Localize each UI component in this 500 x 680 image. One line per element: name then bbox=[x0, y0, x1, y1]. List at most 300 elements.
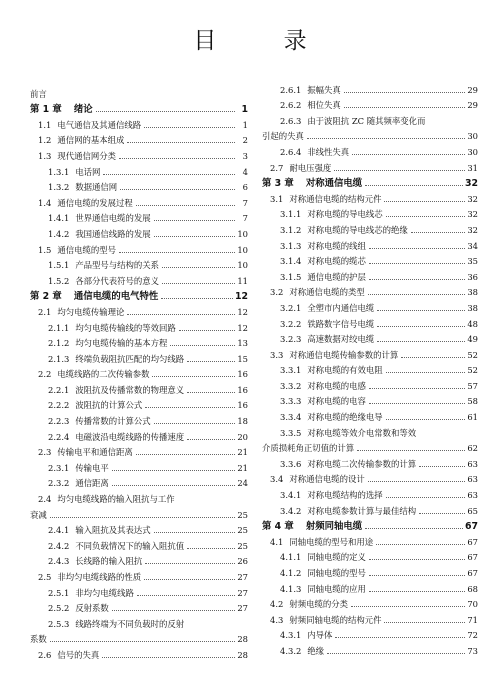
toc-entry bbox=[30, 178, 248, 194]
toc-entry bbox=[262, 376, 478, 392]
toc-dot-leader bbox=[344, 107, 465, 108]
toc-entry-title: 射频同轴电缆的结构元件 bbox=[289, 614, 382, 625]
toc-entry-number: 2.4.3 bbox=[48, 556, 70, 567]
toc-entry-number: 1.3.2 bbox=[48, 182, 70, 193]
toc-entry bbox=[262, 236, 478, 252]
toc-entry-title: 非线性失真 bbox=[307, 146, 350, 157]
toc-dot-leader bbox=[377, 326, 465, 327]
toc-entry bbox=[262, 127, 478, 143]
toc-dot-leader bbox=[377, 341, 465, 342]
toc-entry-title: 对称电缆等效介电常数和等效 bbox=[307, 427, 417, 438]
toc-entry bbox=[30, 380, 248, 396]
toc-entry-title: 我国通信线路的发展 bbox=[75, 228, 151, 239]
toc-entry-number: 第 4 章 bbox=[262, 521, 294, 533]
toc-dot-leader bbox=[162, 283, 235, 284]
toc-entry-number: 3.2.2 bbox=[280, 318, 302, 329]
toc-dot-leader bbox=[386, 497, 465, 498]
toc-dot-leader bbox=[335, 637, 465, 638]
toc-entry-number: 2.6.2 bbox=[280, 100, 302, 111]
toc-entry bbox=[30, 630, 248, 646]
toc-entry bbox=[262, 392, 478, 408]
toc-dot-leader bbox=[102, 657, 235, 658]
toc-entry bbox=[262, 252, 478, 268]
toc-dot-leader bbox=[144, 127, 235, 128]
toc-entry bbox=[30, 334, 248, 350]
toc-entry bbox=[30, 224, 248, 240]
toc-page-number: 6 bbox=[242, 182, 248, 193]
toc-entry bbox=[30, 552, 248, 568]
toc-entry bbox=[30, 599, 248, 615]
toc-dot-leader bbox=[369, 248, 465, 249]
toc-entry-title: 对称通信电缆传输参数的计算 bbox=[289, 349, 399, 360]
toc-dot-leader bbox=[112, 470, 235, 471]
toc-entry-number: 1.2 bbox=[38, 135, 52, 146]
toc-dot-leader bbox=[369, 279, 465, 280]
toc-page-number: 52 bbox=[467, 365, 478, 376]
toc-entry-number: 3.1.5 bbox=[280, 271, 302, 282]
toc-entry-title: 同轴电缆的应用 bbox=[307, 583, 366, 594]
toc-dot-leader bbox=[384, 201, 465, 202]
toc-entry bbox=[30, 505, 248, 521]
toc-entry bbox=[30, 146, 248, 162]
toc-page-number: 26 bbox=[237, 556, 248, 567]
toc-page-number: 36 bbox=[467, 271, 478, 282]
toc-entry-title: 电磁波沿电缆线路的传播速度 bbox=[75, 431, 185, 442]
toc-entry-number: 4.1.3 bbox=[280, 583, 302, 594]
toc-entry bbox=[262, 80, 478, 96]
toc-page-number: 7 bbox=[242, 213, 248, 224]
toc-page-number: 34 bbox=[467, 240, 478, 251]
toc-entry bbox=[262, 548, 478, 564]
toc-entry bbox=[30, 240, 248, 256]
toc-entry bbox=[30, 583, 248, 599]
toc-entry-title: 通信电缆的护层 bbox=[307, 271, 366, 282]
toc-page-number: 48 bbox=[467, 318, 478, 329]
toc-page-number: 12 bbox=[237, 322, 248, 333]
toc-entry bbox=[30, 115, 248, 131]
toc-entry-title: 对称电缆的绝缘电导 bbox=[307, 412, 383, 423]
toc-entry-title: 绪论 bbox=[73, 104, 93, 116]
toc-entry bbox=[262, 610, 478, 626]
toc-entry-number: 4.2 bbox=[270, 599, 284, 610]
toc-entry bbox=[30, 162, 248, 178]
toc-entry-number: 3.2 bbox=[270, 287, 284, 298]
toc-entry bbox=[30, 318, 248, 334]
toc-entry-title: 对称电缆参数计算与最佳结构 bbox=[307, 505, 417, 516]
toc-entry-title: 同轴电缆的定义 bbox=[307, 552, 366, 563]
toc-page-number: 21 bbox=[237, 447, 248, 458]
toc-entry-title: 终端负载阻抗匹配的均匀线路 bbox=[75, 353, 185, 364]
toc-page-number: 63 bbox=[467, 490, 478, 501]
toc-dot-leader bbox=[103, 174, 235, 175]
toc-entry-number: 1.5 bbox=[38, 244, 52, 255]
toc-dot-leader bbox=[112, 610, 235, 611]
toc-page-number: 68 bbox=[467, 583, 478, 594]
toc-entry-title: 绝缘 bbox=[307, 645, 325, 656]
toc-entry-title: 世界通信电缆的发展 bbox=[75, 213, 151, 224]
toc-entry-title: 相位失真 bbox=[307, 100, 341, 111]
toc-entry-number: 2.4.1 bbox=[48, 525, 70, 536]
toc-entry bbox=[30, 567, 248, 583]
toc-page-number: 67 bbox=[467, 552, 478, 563]
toc-entry-title: 对称电缆的线组 bbox=[307, 240, 366, 251]
toc-entry bbox=[30, 474, 248, 490]
toc-entry bbox=[262, 563, 478, 579]
toc-page-number: 27 bbox=[237, 572, 248, 582]
toc-dot-leader bbox=[352, 154, 465, 155]
toc-entry-number: 3.2.1 bbox=[280, 302, 302, 313]
toc-entry-number: 3.1 bbox=[270, 193, 284, 204]
toc-entry-number: 2.2.4 bbox=[48, 431, 70, 442]
toc-dot-leader bbox=[384, 622, 465, 623]
toc-page-number: 18 bbox=[237, 416, 248, 427]
toc-entry-number: 1.3 bbox=[38, 150, 52, 161]
toc-page-number: 72 bbox=[467, 630, 478, 641]
toc-entry bbox=[30, 396, 248, 412]
toc-entry-number: 2.1.3 bbox=[48, 353, 70, 364]
toc-entry bbox=[262, 361, 478, 377]
toc-entry-number: 3.1.3 bbox=[280, 240, 302, 251]
toc-entry-number: 2.5.3 bbox=[48, 618, 70, 629]
toc-dot-leader bbox=[145, 563, 235, 564]
toc-dot-leader bbox=[386, 419, 465, 420]
toc-dot-leader bbox=[411, 232, 465, 233]
toc-entry-title: 对称电缆的电容 bbox=[307, 396, 366, 407]
toc-entry-title: 通信电缆的型号 bbox=[57, 244, 116, 255]
toc-entry-number: 2.2.3 bbox=[48, 416, 70, 427]
toc-entry-number: 2.3.1 bbox=[48, 462, 70, 473]
toc-page-number: 10 bbox=[237, 260, 248, 271]
toc-entry-title: 通信距离 bbox=[75, 478, 109, 489]
toc-entry-title: 波阻抗的计算公式 bbox=[75, 400, 143, 411]
toc-entry bbox=[262, 330, 478, 346]
toc-page-number: 1 bbox=[241, 104, 248, 116]
toc-dot-leader bbox=[369, 575, 465, 576]
toc-dot-leader bbox=[369, 388, 465, 389]
toc-page-number: 62 bbox=[467, 443, 478, 454]
toc-dot-leader bbox=[162, 267, 235, 268]
toc-page-number: 27 bbox=[237, 603, 248, 614]
toc-entry-title: 对称电缆二次传输参数的计算 bbox=[307, 458, 417, 469]
toc-entry-number: 第 2 章 bbox=[30, 291, 62, 303]
toc-dot-leader bbox=[170, 345, 235, 346]
toc-entry-title: 传播常数的计算公式 bbox=[75, 416, 151, 427]
toc-entry-number: 4.3.2 bbox=[280, 645, 302, 656]
toc-entry bbox=[30, 84, 248, 100]
toc-entry-number: 1.3.1 bbox=[48, 166, 70, 177]
toc-entry-number: 4.3 bbox=[270, 614, 284, 625]
toc-page-number: 67 bbox=[467, 536, 478, 547]
toc-entry-title: 对称通信电缆的结构元件 bbox=[289, 193, 382, 204]
toc-dot-leader bbox=[376, 544, 465, 545]
toc-entry-title: 均匀电缆传输线的等效回路 bbox=[75, 322, 176, 333]
toc-entry bbox=[262, 220, 478, 236]
toc-page-number: 38 bbox=[467, 302, 478, 313]
toc-entry bbox=[262, 470, 478, 486]
toc-dot-leader bbox=[369, 403, 465, 404]
toc-entry-title: 衰减 bbox=[30, 509, 47, 520]
toc-entry-title: 全塑市内通信电缆 bbox=[307, 302, 375, 313]
toc-dot-leader bbox=[334, 170, 465, 171]
toc-entry-number: 2.3.2 bbox=[48, 478, 70, 489]
page-title: 目 录 bbox=[193, 28, 337, 54]
toc-entry bbox=[262, 595, 478, 611]
toc-chapter-entry bbox=[30, 100, 248, 116]
toc-dot-leader bbox=[136, 205, 235, 206]
toc-entry-number: 2.5.1 bbox=[48, 587, 70, 598]
toc-dot-leader bbox=[369, 591, 465, 592]
toc-page-number: 32 bbox=[467, 193, 478, 204]
toc-entry-number: 3.3.2 bbox=[280, 380, 302, 391]
toc-entry bbox=[262, 439, 478, 455]
toc-entry-number: 2.1.2 bbox=[48, 338, 70, 349]
toc-entry-title: 对称电缆的电感 bbox=[307, 380, 366, 391]
toc-entry bbox=[30, 256, 248, 272]
toc-dot-leader bbox=[351, 606, 465, 607]
toc-page-number: 63 bbox=[467, 458, 478, 469]
toc-page-number: 16 bbox=[237, 400, 248, 411]
toc-entry-title: 均匀电缆传输理论 bbox=[57, 306, 125, 317]
toc-entry-title: 系数 bbox=[30, 634, 47, 645]
toc-page-number: 27 bbox=[237, 587, 248, 598]
toc-entry-title: 同轴电缆的型号 bbox=[307, 568, 366, 578]
toc-dot-leader bbox=[357, 450, 465, 451]
toc-entry-title: 通信网的基本组成 bbox=[57, 135, 125, 146]
toc-entry bbox=[262, 626, 478, 642]
toc-entry-title: 介质损耗角正切值的计算 bbox=[262, 443, 355, 454]
toc-entry-title: 对称电缆结构的选择 bbox=[307, 490, 383, 501]
toc-entry-title: 耐电压强度 bbox=[289, 162, 332, 173]
toc-page-number: 28 bbox=[237, 649, 248, 660]
toc-page-number: 58 bbox=[467, 396, 478, 407]
toc-dot-leader bbox=[161, 298, 233, 299]
toc-entry-title: 对称电缆的缆芯 bbox=[307, 256, 366, 267]
toc-entry-number: 2.2.1 bbox=[48, 384, 70, 395]
toc-entry bbox=[262, 158, 478, 174]
toc-dot-leader bbox=[112, 485, 235, 486]
toc-page-number: 49 bbox=[467, 334, 478, 345]
toc-page-number: 31 bbox=[467, 162, 478, 173]
toc-dot-leader bbox=[145, 407, 235, 408]
toc-entry-title: 铁路数字信号电缆 bbox=[307, 318, 375, 329]
toc-entry-number: 2.4 bbox=[38, 494, 52, 505]
toc-dot-leader bbox=[187, 439, 235, 440]
toc-page-number: 3 bbox=[242, 150, 248, 161]
toc-page-number: 38 bbox=[467, 287, 478, 298]
toc-page-number: 16 bbox=[237, 384, 248, 395]
toc-dot-leader bbox=[187, 548, 235, 549]
toc-dot-leader bbox=[401, 357, 465, 358]
toc-entry-number: 1.4.1 bbox=[48, 213, 70, 224]
toc-entry-number: 3.3.1 bbox=[280, 365, 302, 376]
toc-entry-number: 3.4 bbox=[270, 474, 284, 485]
toc-entry bbox=[262, 142, 478, 158]
toc-entry bbox=[262, 111, 478, 127]
toc-entry-number: 2.6.3 bbox=[280, 115, 302, 126]
toc-entry-number: 2.6 bbox=[38, 649, 52, 660]
toc-entry-number: 3.4.1 bbox=[280, 490, 302, 501]
toc-page-number: 35 bbox=[467, 256, 478, 267]
toc-entry-number: 3.1.4 bbox=[280, 256, 302, 267]
toc-entry-number: 1.4 bbox=[38, 197, 52, 208]
toc-page-number: 25 bbox=[237, 540, 248, 551]
toc-entry bbox=[262, 267, 478, 283]
toc-page-number: 12 bbox=[237, 306, 248, 317]
toc-entry-number: 第 3 章 bbox=[262, 178, 294, 190]
toc-entry bbox=[30, 614, 248, 630]
toc-entry-number: 2.1 bbox=[38, 306, 52, 317]
toc-entry bbox=[30, 349, 248, 365]
toc-dot-leader bbox=[419, 466, 465, 467]
toc-dot-leader bbox=[127, 142, 235, 143]
toc-entry bbox=[262, 579, 478, 595]
toc-entry-title: 对称电缆的导电线芯 bbox=[307, 209, 383, 220]
toc-chapter-entry bbox=[30, 287, 248, 303]
toc-entry-number: 第 1 章 bbox=[30, 104, 62, 116]
toc-dot-leader bbox=[144, 579, 235, 580]
toc-right-column bbox=[262, 80, 478, 657]
toc-entry-title: 对称电缆的有效电阻 bbox=[307, 365, 383, 376]
toc-entry bbox=[30, 193, 248, 209]
toc-page-number: 52 bbox=[467, 349, 478, 360]
toc-dot-leader bbox=[119, 252, 235, 253]
toc-entry-title: 电话网 bbox=[75, 166, 101, 177]
toc-entry-title: 信号的失真 bbox=[57, 649, 100, 660]
toc-entry-number: 3.3.5 bbox=[280, 427, 302, 438]
toc-entry-number: 4.1.2 bbox=[280, 568, 302, 578]
toc-entry bbox=[262, 641, 478, 657]
toc-entry bbox=[262, 189, 478, 205]
toc-page-number: 16 bbox=[237, 369, 248, 380]
toc-entry bbox=[262, 454, 478, 470]
toc-entry-number: 3.2.3 bbox=[280, 334, 302, 345]
toc-dot-leader bbox=[154, 236, 235, 237]
toc-dot-leader bbox=[96, 111, 235, 112]
toc-dot-leader bbox=[187, 392, 235, 393]
toc-page-number: 2 bbox=[242, 135, 248, 146]
toc-entry bbox=[30, 271, 248, 287]
toc-entry-title: 输入阻抗及其表达式 bbox=[75, 525, 151, 536]
toc-entry bbox=[30, 131, 248, 147]
toc-entry-title: 数据通信网 bbox=[75, 182, 118, 193]
toc-entry bbox=[30, 209, 248, 225]
toc-entry-number: 3.3.3 bbox=[280, 396, 302, 407]
toc-entry bbox=[30, 411, 248, 427]
toc-entry-title: 对称通信电缆 bbox=[305, 178, 363, 190]
toc-entry-number: 3.4.2 bbox=[280, 505, 302, 516]
toc-page-number: 10 bbox=[237, 244, 248, 255]
toc-entry-title: 通信电缆的电气特性 bbox=[73, 291, 159, 303]
toc-page-number: 30 bbox=[467, 131, 478, 142]
toc-dot-leader bbox=[50, 641, 235, 642]
toc-dot-leader bbox=[344, 92, 465, 93]
toc-entry-title: 产品型号与结构的关系 bbox=[75, 260, 160, 271]
toc-dot-leader bbox=[152, 376, 235, 377]
toc-dot-leader bbox=[386, 372, 465, 373]
toc-entry-title: 振幅失真 bbox=[307, 84, 341, 95]
toc-entry-title: 非均匀电缆线路的性质 bbox=[57, 572, 142, 582]
toc-entry bbox=[262, 96, 478, 112]
toc-dot-leader bbox=[365, 528, 463, 529]
toc-entry-title: 现代通信网分类 bbox=[57, 150, 116, 161]
toc-page-number: 67 bbox=[464, 521, 478, 533]
toc-dot-leader bbox=[419, 513, 465, 514]
toc-entry-number: 4.1 bbox=[270, 536, 284, 547]
toc-dot-leader bbox=[120, 189, 235, 190]
toc-entry-title: 由于波阻抗 ZC 随其频率变化而 bbox=[307, 115, 426, 126]
toc-entry-number: 3.1.1 bbox=[280, 209, 302, 220]
toc-entry-title: 内导体 bbox=[307, 630, 333, 641]
toc-entry-title: 传输电平 bbox=[75, 462, 109, 473]
toc-entry bbox=[30, 536, 248, 552]
toc-entry-title: 前言 bbox=[30, 88, 47, 99]
toc-dot-leader bbox=[154, 532, 235, 533]
toc-entry-title: 传输电平和通信距离 bbox=[57, 447, 133, 458]
toc-dot-leader bbox=[50, 517, 235, 518]
toc-page-number: 28 bbox=[237, 634, 248, 645]
toc-entry-title: 反射系数 bbox=[75, 603, 109, 614]
toc-entry-title: 射频电缆的分类 bbox=[289, 599, 348, 610]
toc-dot-leader bbox=[368, 294, 465, 295]
toc-entry-title: 射频同轴电缆 bbox=[305, 521, 363, 533]
toc-entry-number: 2.4.2 bbox=[48, 540, 70, 551]
toc-page-number: 32 bbox=[467, 224, 478, 235]
toc-entry-title: 高速数据对绞电缆 bbox=[307, 334, 375, 345]
toc-entry-title: 通信电缆的发展过程 bbox=[57, 197, 133, 208]
toc-entry bbox=[30, 302, 248, 318]
toc-entry-title: 非均匀电缆线路 bbox=[75, 587, 134, 598]
toc-entry-title: 不同负载情况下的输入阻抗值 bbox=[75, 540, 185, 551]
toc-page-number: 25 bbox=[237, 525, 248, 536]
toc-entry-title: 对称通信电缆的类型 bbox=[289, 287, 365, 298]
toc-entry-title: 电缆线路的二次传输参数 bbox=[57, 369, 150, 380]
toc-page-number: 12 bbox=[234, 291, 248, 303]
toc-entry bbox=[30, 443, 248, 459]
toc-entry-title: 线路终端为不同负载时的反射 bbox=[75, 618, 185, 629]
toc-entry bbox=[262, 485, 478, 501]
toc-entry bbox=[30, 521, 248, 537]
toc-entry-title: 长线路的输入阻抗 bbox=[75, 556, 143, 567]
toc-page-number: 11 bbox=[237, 275, 248, 286]
toc-entry bbox=[262, 501, 478, 517]
toc-page-number: 29 bbox=[467, 100, 478, 111]
toc-page-number: 25 bbox=[237, 509, 248, 520]
toc-page-number: 7 bbox=[242, 197, 248, 208]
toc-left-column bbox=[30, 84, 248, 661]
toc-chapter-entry bbox=[262, 517, 478, 533]
toc-page-number: 70 bbox=[467, 599, 478, 610]
toc-dot-leader bbox=[307, 138, 465, 139]
toc-page-number: 15 bbox=[237, 353, 248, 364]
toc-entry-number: 2.2 bbox=[38, 369, 52, 380]
toc-entry bbox=[262, 345, 478, 361]
toc-entry-title: 引起的失真 bbox=[262, 131, 304, 142]
toc-entry-title: 对称通信电缆的设计 bbox=[289, 474, 365, 485]
toc-page-number: 29 bbox=[467, 84, 478, 95]
toc-entry bbox=[30, 458, 248, 474]
toc-entry-number: 2.3 bbox=[38, 447, 52, 458]
toc-entry-number: 2.5 bbox=[38, 572, 52, 582]
toc-entry-title: 均匀电缆传输的基本方程 bbox=[75, 338, 168, 349]
toc-page-number: 13 bbox=[237, 338, 248, 349]
toc-entry-title: 对称电缆的导电线芯的绝缘 bbox=[307, 224, 408, 235]
toc-page-number: 32 bbox=[464, 178, 478, 190]
toc-entry-number: 2.7 bbox=[270, 162, 284, 173]
toc-entry bbox=[262, 205, 478, 221]
toc-dot-leader bbox=[136, 454, 235, 455]
toc-entry-number: 3.3.6 bbox=[280, 458, 302, 469]
toc-entry-number: 1.4.2 bbox=[48, 228, 70, 239]
